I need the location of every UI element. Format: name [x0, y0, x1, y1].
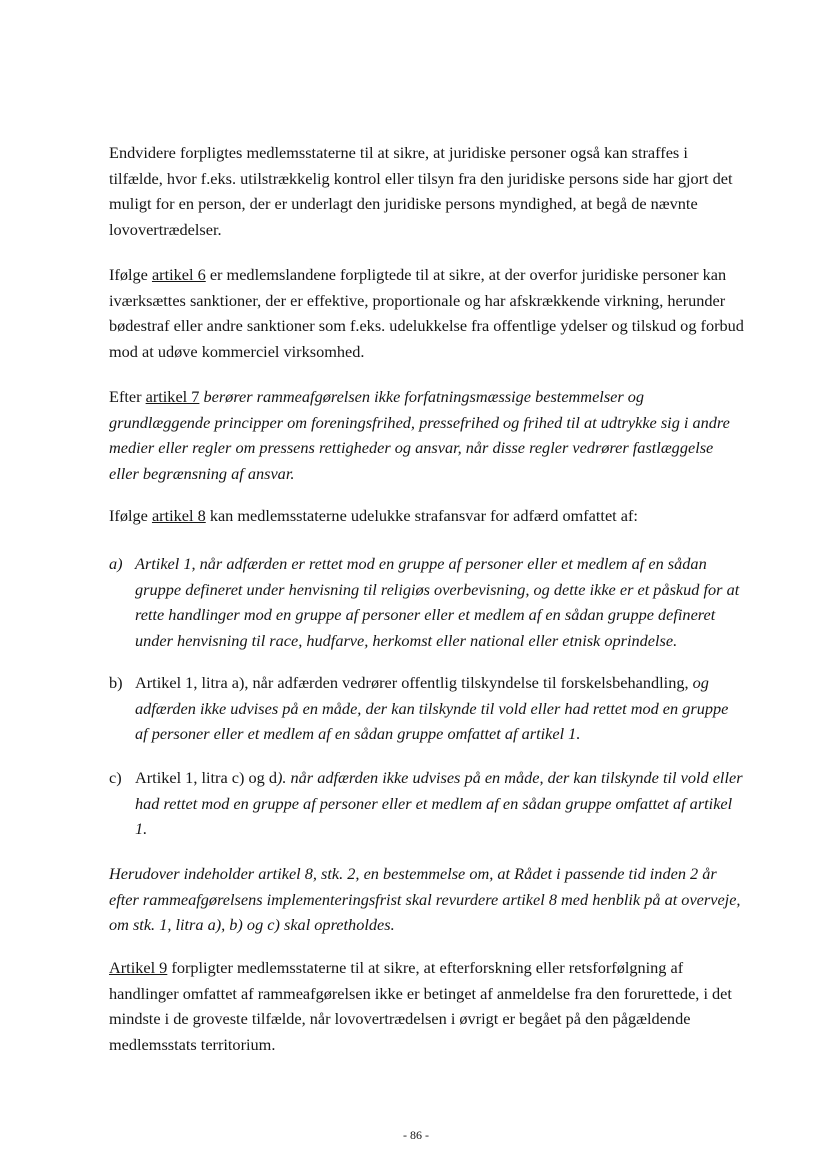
- paragraph-article-8-stk-2: Herudover indeholder artikel 8, stk. 2, en bestemmelse om, at Rådet i passende tid inden 2 år efter rammeafgørelsens implementeringsfrist skal revurdere artikel 8 med henblik på at overveje, om stk. 1, litra a), b) og c) skal opretholdes.: [109, 864, 741, 934]
- article-7-link[interactable]: artikel 7: [145, 387, 200, 406]
- article-8-link[interactable]: artikel 8: [151, 506, 206, 525]
- list-text-italic: ). når adfærden ikke udvises på en måde, der kan tilskynde til vold eller had rettet mod en gruppe af personer eller et medlem af en sådan gruppe omfattet af artikel 1.: [135, 768, 743, 838]
- list-item-text: [135, 765, 745, 842]
- paragraph-text: Ifølge: [109, 506, 152, 525]
- list-text-italic: og adfærden ikke udvises på en måde, der kan tilskynde til vold eller had rettet mod en gruppe af personer eller et medlem af en sådan gruppe omfattet af artikel 1.: [135, 673, 729, 743]
- paragraph-text: forpligter medlemsstaterne til at sikre, at efterforskning eller retsforfølgning af handlinger omfattet af rammeafgørelsen ikke er betinget af anmeldelse fra den forurettede, i det mindste i de groveste tilfælde, når lovovertrædelsen i øvrigt er begået på den pågældende medlemsstats territorium.: [109, 958, 732, 1054]
- paragraph-article-8: [109, 503, 745, 529]
- list-text-italic: Artikel 1, når adfærden er rettet mod en gruppe af personer eller et medlem af en sådan gruppe defineret under henvisning til religiøs overbevisning, og dette ikke er et påskud for at rette handlinger mod en gruppe af personer eller et medlem af en sådan gruppe defineret under henvisning til race, hudfarve, herkomst eller national eller etnisk oprindelse.: [135, 554, 740, 650]
- article-9-link[interactable]: Artikel 9: [109, 958, 168, 977]
- paragraph-text: Efter: [109, 387, 146, 406]
- page-number: - 86 -: [403, 1128, 429, 1142]
- paragraph-text: Ifølge: [109, 265, 152, 284]
- paragraph-article-7: [109, 384, 745, 486]
- list-marker: b): [109, 673, 123, 692]
- paragraph-legal-persons-liability: Endvidere forpligtes medlemsstaterne til at sikre, at juridiske personer også kan straffes i tilfælde, hvor f.eks. utilstrækkelig kontrol eller tilsyn fra den juridiske persons side har gjort det muligt for en person, der er underlagt den juridiske persons myndighed, at begå de nævnte lovovertrædelser.: [109, 143, 733, 239]
- paragraph-text: er medlemslandene forpligtede til at sikre, at der overfor juridiske personer kan iværksættes sanktioner, der er effektive, proportionale og har afskrækkende virkning, herunder bødestraf eller andre sanktioner som f.eks. udelukkelse fra offentlige ydelser og tilskud og forbud mod at udøve kommerciel virksomhed.: [109, 265, 744, 361]
- paragraph-text: berører rammeafgørelsen ikke forfatningsmæssige bestemmelser og grundlæggende principper om foreningsfrihed, pressefrihed og frihed til at udtrykke sig i andre medier eller regler om pressens rettigheder og ansvar, når disse regler vedrører fastlæggelse eller begrænsning af ansvar.: [109, 387, 730, 483]
- list-item-b: [109, 670, 745, 747]
- list-item-a: [109, 551, 745, 653]
- list-marker: c): [109, 768, 122, 787]
- list-marker: a): [109, 554, 123, 573]
- list-text-plain: Artikel 1, litra a), når adfærden vedrører offentlig tilskyndelse til forskelsbehandling,: [135, 673, 693, 692]
- paragraph-article-9: [109, 955, 745, 1057]
- list-item-text: [135, 670, 745, 747]
- list-text-plain: Artikel 1, litra c) og d: [135, 768, 277, 787]
- list-item-c: [109, 765, 745, 842]
- paragraph-text: kan medlemsstaterne udelukke strafansvar for adfærd omfattet af:: [205, 506, 638, 525]
- paragraph-article-6: [109, 262, 745, 364]
- article-6-link[interactable]: artikel 6: [151, 265, 206, 284]
- list-item-text: [135, 551, 745, 653]
